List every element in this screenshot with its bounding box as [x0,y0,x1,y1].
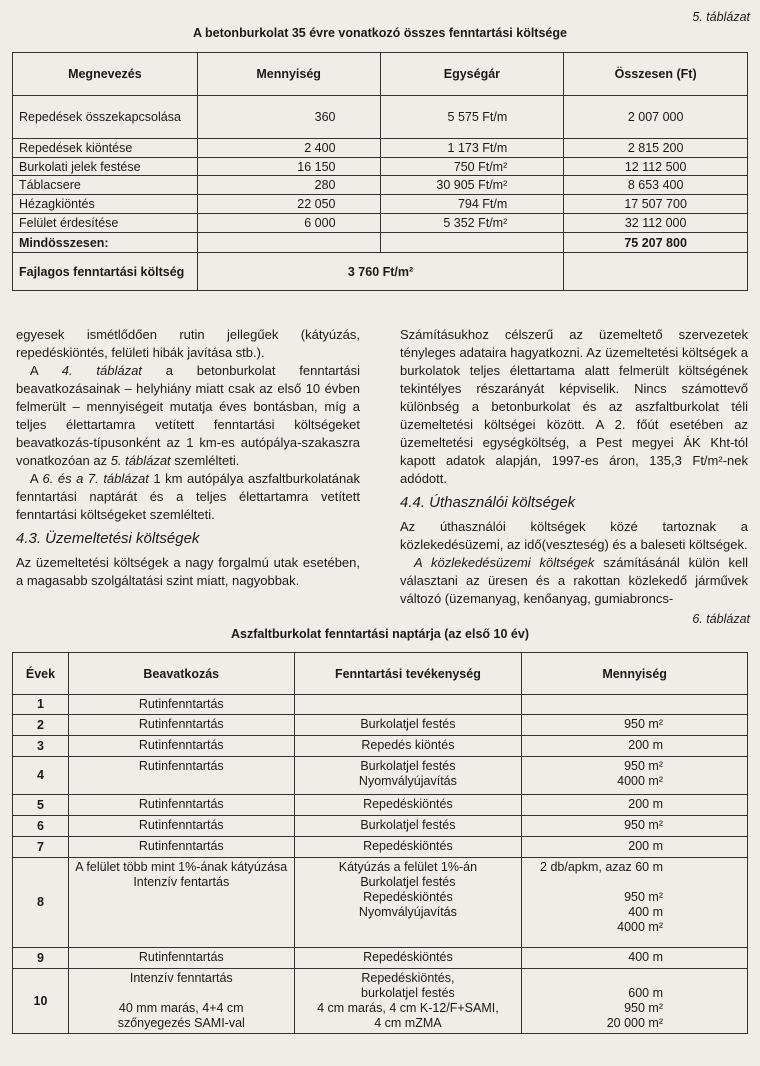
text-column-right [400,326,748,608]
t6-cell-qty: 200 m [522,736,748,757]
table5 [12,52,748,291]
table-row [13,816,748,837]
t5-cell-total: 12 112 500 [564,158,748,176]
table6 [12,652,748,1034]
t5-cell-total: 2 007 000 [564,96,748,139]
t5-cell-qty: 16 150 [197,158,380,176]
table6-label: 6. táblázat [692,612,750,626]
t5-cell-unit: 1 173 Ft/m [380,139,564,158]
t5-cell-total: 17 507 700 [564,195,748,214]
table-row [13,158,748,176]
text-column-left [16,326,360,590]
t6-cell-action: Rutinfenntartás [68,816,294,837]
t5-header-total: Összesen (Ft) [564,53,748,96]
t5-sum-value: 75 207 800 [564,233,748,253]
t6-cell-qty: 600 m 950 m² 20 000 m² [522,969,748,1034]
paragraph: A 4. táblázat a betonburkolat fenntartási beavatkozásainak – helyhiány miatt csak az első 10 évben felmerült – mennyiségeit mutatja éves bontásban, míg a teljes élettartamra vetített fenntartási költségeket beavatkozás-típusonként az 1 km-es autópálya-szakaszra vonatkozóan az 5. táblázat szemlélteti. [16,363,360,468]
t6-cell-action: Rutinfenntartás [68,757,294,795]
t5-cell-unit: 794 Ft/m [380,195,564,214]
t6-cell-action: Rutinfenntartás [68,736,294,757]
t6-cell-qty: 200 m [522,837,748,858]
t5-cell-unit: 5 352 Ft/m² [380,214,564,233]
t6-cell-qty: 400 m [522,948,748,969]
t6-cell-action: Rutinfenntartás [68,948,294,969]
table-row [13,969,748,1034]
t6-cell-action: Intenzív fenntartás 40 mm marás, 4+4 cm szőnyegezés SAMI-val [68,969,294,1034]
t5-header-name: Megnevezés [13,53,198,96]
table6-title: Aszfaltburkolat fenntartási naptárja (az első 10 év) [230,627,529,641]
t5-cell-name: Táblacsere [13,176,198,195]
t5-specific-value: 3 760 Ft/m² [197,253,563,291]
t6-cell-qty: 950 m² [522,715,748,736]
t5-cell-qty: 6 000 [197,214,380,233]
section-heading: 4.4. Úthasználói költségek [400,494,576,511]
t6-cell-year: 7 [13,837,69,858]
t6-cell-activity: Repedéskiöntés [294,837,522,858]
table-row [13,715,748,736]
table-row [13,736,748,757]
t6-cell-action: Rutinfenntartás [68,695,294,715]
table-row [13,176,748,195]
table5-title: A betonburkolat 35 évre vonatkozó összes fenntartási költsége [193,26,567,40]
t5-cell-total: 32 112 000 [564,214,748,233]
t6-cell-activity: Repedéskiöntés [294,795,522,816]
t5-cell-name: Repedések kiöntése [13,139,198,158]
t5-cell-qty: 2 400 [197,139,380,158]
t6-cell-year: 5 [13,795,69,816]
t6-cell-qty: 200 m [522,795,748,816]
table-row [13,795,748,816]
paragraph: A 6. és a 7. táblázat 1 km autópálya aszfaltburkolatának fenntartási naptárát és a teljes élettartamra vetített fenntartási költségeket szemlélteti. [16,471,360,522]
t5-cell-name: Burkolati jelek festése [13,158,198,176]
paragraph: Számításukhoz célszerű az üzemeltető szervezetek tényleges adataira hagyatkozni. Az üzemeltetési költségek a burkolatok teljes élettartama alatt felmerült költségének tekintélyes részarányát képviselik. Nincs számottevő különbség a betonburkolat és az aszfaltburkolat téli üzemeltetési költségei között. A 2. főút esetében az üzemeltetési egységköltség, a Pest megyei ÁK Kht-tól kapott adatok alapján, 1997-es áron, 135,3 Ft/m²-nek adódott. [400,327,748,486]
t6-cell-year: 1 [13,695,69,715]
table5-label: 5. táblázat [692,10,750,24]
t6-header-activity: Fenntartási tevékenység [294,653,522,695]
t6-cell-activity: Repedés kiöntés [294,736,522,757]
paragraph: Az úthasználói költségek közé tartoznak a közlekedésüzemi, az idő(veszteség) és a baleseti költségek. [400,519,748,552]
t5-cell-name: Repedések összekapcsolása [13,96,198,139]
t6-cell-action: Rutinfenntartás [68,715,294,736]
table-row [13,837,748,858]
table-row [13,253,748,291]
table-row [13,195,748,214]
t6-cell-qty [522,695,748,715]
t6-cell-activity: Burkolatjel festés [294,715,522,736]
t6-cell-activity: Repedéskiöntés [294,948,522,969]
t6-cell-year: 6 [13,816,69,837]
table-row [13,948,748,969]
t6-cell-qty: 950 m² [522,816,748,837]
t5-cell-total: 8 653 400 [564,176,748,195]
t6-cell-activity: Burkolatjel festés Nyomvályújavítás [294,757,522,795]
t6-cell-action: Rutinfenntartás [68,795,294,816]
table-row [13,96,748,139]
t5-cell-unit: 30 905 Ft/m² [380,176,564,195]
t6-cell-year: 3 [13,736,69,757]
t6-cell-activity [294,695,522,715]
table-row [13,858,748,948]
t6-header-year: Évek [13,653,69,695]
t6-cell-year: 2 [13,715,69,736]
t6-cell-year: 9 [13,948,69,969]
t5-header-unit: Egységár [380,53,564,96]
t5-cell-unit: 5 575 Ft/m [380,96,564,139]
t6-cell-qty: 2 db/apkm, azaz 60 m 950 m² 400 m 4000 m² [522,858,748,948]
paragraph: egyesek ismétlődően rutin jellegűek (kátyúzás, repedéskiöntés, felületi hibák javítása stb.). [16,327,360,360]
t5-cell-name: Felület érdesítése [13,214,198,233]
t5-cell-qty: 22 050 [197,195,380,214]
t6-cell-action: A felület több mint 1%-ának kátyúzása Intenzív fentartás [68,858,294,948]
table-row [13,695,748,715]
section-heading: 4.3. Üzemeltetési költségek [16,530,200,547]
paragraph: Az üzemeltetési költségek a nagy forgalmú utak esetében, a magasabb szolgáltatási szint miatt, nagyobbak. [16,555,360,588]
t6-header-action: Beavatkozás [68,653,294,695]
t5-cell-total: 2 815 200 [564,139,748,158]
t6-cell-action: Rutinfenntartás [68,837,294,858]
table-row [13,214,748,233]
table-row [13,233,748,253]
t6-header-qty: Mennyiség [522,653,748,695]
t5-sum-label: Mindösszesen: [13,233,198,253]
t5-cell-qty: 360 [197,96,380,139]
t6-cell-activity: Kátyúzás a felület 1%-án Burkolatjel festés Repedéskiöntés Nyomvályújavítás [294,858,522,948]
t6-cell-year: 4 [13,757,69,795]
table-row [13,757,748,795]
t6-cell-activity: Burkolatjel festés [294,816,522,837]
t6-cell-year: 8 [13,858,69,948]
table-row [13,139,748,158]
t5-cell-unit: 750 Ft/m² [380,158,564,176]
t5-specific-label: Fajlagos fenntartási költség [13,253,198,291]
t5-cell-qty: 280 [197,176,380,195]
paragraph: A közlekedésüzemi költségek számításánál külön kell választani az üresen és a rakottan közlekedő járművek változó (üzemanyag, kenőanyag, gumiabroncs- [400,555,748,606]
t6-cell-activity: Repedéskiöntés, burkolatjel festés 4 cm marás, 4 cm K-12/F+SAMI, 4 cm mZMA [294,969,522,1034]
t5-cell-name: Hézagkiöntés [13,195,198,214]
t5-header-qty: Mennyiség [197,53,380,96]
t6-cell-qty: 950 m² 4000 m² [522,757,748,795]
t6-cell-year: 10 [13,969,69,1034]
